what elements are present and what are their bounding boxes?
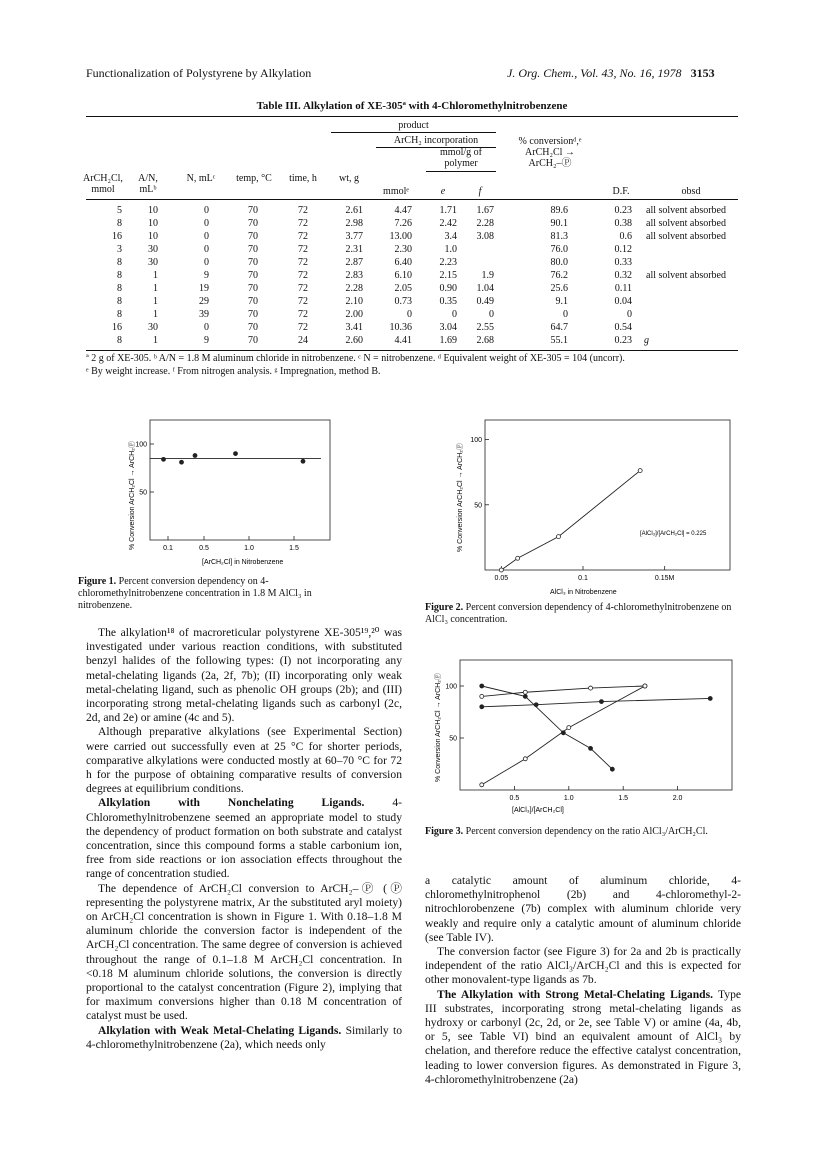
data-point [534,703,538,707]
table-cell: 4.41 [394,335,412,346]
table-row [86,270,738,283]
table-cell: 1 [153,283,158,294]
table-cell: 3.77 [345,231,363,242]
paragraph [86,1024,402,1052]
table-cell: 30 [148,257,158,268]
plot-frame [150,420,330,540]
table-cell: 0.73 [394,296,412,307]
table-cell: 0.32 [614,270,632,281]
table-cell: 0.12 [614,244,632,255]
table-cell: 0 [407,309,412,320]
table-cell: 2.98 [345,218,363,229]
table-cell: 1.71 [439,205,457,216]
group-rule [331,132,496,133]
table-cell: 2.55 [476,322,494,333]
x-tick-label: 1.0 [563,795,574,802]
table-cell: 89.6 [550,205,568,216]
table-cell: 3 [117,244,122,255]
table-cell: g [644,335,649,346]
x-tick-label: 1.0 [244,545,254,552]
table-footnote-2: ᵉ By weight increase. ᶠ From nitrogen analysis. ᵍ Impregnation, method B. [86,366,381,377]
table-cell: 10 [148,205,158,216]
table-cell: 30 [148,322,158,333]
y-tick-label: 100 [470,437,482,445]
table-cell: 39 [199,309,209,320]
table-cell: 10 [148,218,158,229]
x-tick-label: 0.1 [578,575,588,582]
table-cell: 0.90 [439,283,457,294]
col-header-n: N, mLᶜ [186,173,216,184]
fig1-ylabel: % Conversion ArCH₂Cl → ArCH₂Ⓟ [129,441,136,550]
table-cell: 70 [248,309,258,320]
y-tick-label: 50 [449,735,457,743]
data-point [234,452,238,456]
table-cell: 1 [153,335,158,346]
table-cell: 70 [248,283,258,294]
table-row [86,218,738,231]
table-cell: 70 [248,270,258,281]
page-number: 3153 [690,66,715,80]
paragraph: a catalytic amount of aluminum chloride, 4-chloromethylnitrophenol (2b) and 4-chloromethyl-2-nitrochlorobenzene (7b) complex with aluminum chloride very weakly and require only a catalytic amount of aluminum chloride (see Table IV). [425,874,741,944]
figure-2-label: Figure 2. [425,602,464,613]
fig1-xlabel: [ArCH₂Cl] in Nitrobenzene [202,559,284,566]
col-header-mmol: mmolᵉ [383,186,409,197]
fig3-ylabel: % Conversion ArCH₂Cl → ArCH₂Ⓟ [435,673,442,782]
table-row [86,205,738,218]
x-tick-label: 0.5 [509,795,520,802]
table-cell: 72 [298,218,308,229]
table-row [86,335,738,348]
data-point [499,568,503,572]
figure-3-label: Figure 3. [425,826,464,837]
table-cell: 10.36 [389,322,412,333]
left-column [86,626,402,1052]
table-cell: 8 [117,283,122,294]
figure-1-plot [80,410,340,570]
table-cell: 16 [112,322,122,333]
col-header-f: f [478,186,482,197]
table-top-rule [86,116,738,117]
table-header-rule [86,199,738,200]
x-tick-label: 0.15M [654,575,675,582]
y-tick-label: 50 [139,489,147,497]
table-cell: 72 [298,296,308,307]
figure-1-label: Figure 1. [78,576,117,587]
figure-1-caption [78,576,343,612]
table-cell: 0.35 [439,296,457,307]
table-cell: 0 [489,309,494,320]
x-tick-label: 0.1 [163,545,173,552]
table-cell: 8 [117,270,122,281]
table-cell: 0.04 [614,296,632,307]
table-bottom-rule [86,350,738,351]
x-tick-label: 0.05 [494,575,509,582]
table-cell: 30 [148,244,158,255]
data-point [480,705,484,709]
col-header-wt: wt, g [339,173,359,184]
col-header-arch2cl: ArCH₂Cl, mmol [83,173,123,195]
table-cell: all solvent absorbed [646,231,726,242]
table-cell: 2.28 [476,218,494,229]
table-cell: 0 [452,309,457,320]
data-point [589,686,593,690]
running-header-journal [507,66,715,81]
table-cell: 72 [298,322,308,333]
paragraph: The alkylation¹⁸ of macroreticular polystyrene XE-305¹⁹,²⁰ was investigated under various reaction conditions, with substituted benzyl halides of the following types: (I) not incorporating any metal-chelating ligands (2a, 2f, 7b); (II) incorporating only weak metal-chelating ligand, such as phenolic OH groups (2b); and (III) incorporating strong metal-chelating ligands such as carbonyl (2c, 2d, and 2e) or amine (4c and 5). [86,626,402,725]
paragraph: The dependence of ArCH₂Cl conversion to ArCH₂–Ⓟ (Ⓟ representing the polystyrene matrix, Ar the substituted aryl moiety) on ArCH₂Cl concentration is shown in Figure 1. With 0.18–1.8 M aluminum chloride the conversion factor is independent of the ArCH₂Cl concentration. The same degree of conversion is achieved throughout the range of 0.1–1.8 M ArCH₂Cl concentration. In <0.18 M aluminum chloride solutions, the conversion is directly proportional to the catalyst concentration (Figure 2), implying that for maximum conversions higher than 0.18 M concentration of catalyst must be used. [86,881,402,1023]
right-column [425,874,741,1087]
table-cell: 2.31 [345,244,363,255]
table-cell: 0 [627,309,632,320]
table-row [86,322,738,335]
table-cell: 1.0 [444,244,457,255]
section-heading: Alkylation with Weak Metal-Chelating Ligands. [98,1023,342,1037]
table-cell: all solvent absorbed [646,218,726,229]
table-cell: 3.08 [476,231,494,242]
table-cell: 0.23 [614,335,632,346]
table-cell: 2.23 [439,257,457,268]
table-cell: 0.23 [614,205,632,216]
table-cell: 72 [298,205,308,216]
fig2-ylabel: % Conversion ArCH₂Cl → ArCH₂Ⓟ [457,443,464,552]
data-point [708,696,712,700]
running-header-title: Functionalization of Polystyrene by Alkylation [86,66,312,80]
table-cell: 76.0 [550,244,568,255]
table-cell: 2.15 [439,270,457,281]
table-cell: 70 [248,322,258,333]
table-cell: 70 [248,335,258,346]
table-cell: 2.60 [345,335,363,346]
group-header-product: product [398,120,429,131]
table-cell: 72 [298,257,308,268]
table-cell: 2.42 [439,218,457,229]
table-cell: 13.00 [389,231,412,242]
table-cell: 70 [248,244,258,255]
table-cell: 70 [248,218,258,229]
table-cell: 2.61 [345,205,363,216]
fig2-annotation: [AlCl₃]/[ArCH₂Cl] = 0.225 [640,531,707,537]
series-line [482,686,645,696]
group-rule [426,171,496,172]
table-cell: 55.1 [550,335,568,346]
figure-1-caption-text: Percent conversion dependency on 4-chloromethylnitrobenzene concentration in 1.8 M AlCl₃ in nitrobenzene. [78,576,312,611]
col-header-df: D.F. [612,186,630,197]
data-point [523,694,527,698]
table-cell: 3.41 [345,322,363,333]
figure-3-caption-text: Percent conversion dependency on the ratio AlCl₃/ArCH₂Cl. [463,826,708,837]
series-line [482,686,613,769]
table-cell: 2.05 [394,283,412,294]
table-cell: 3.4 [444,231,457,242]
table-cell: 0.54 [614,322,632,333]
paragraph [425,988,741,1087]
table-cell: 2.83 [345,270,363,281]
table-row [86,257,738,270]
figure-2-caption [425,602,743,626]
data-point [638,469,642,473]
table-cell: 72 [298,244,308,255]
table-cell: 70 [248,205,258,216]
table-cell: 0 [204,244,209,255]
data-point [516,556,520,560]
table-cell: 4.47 [394,205,412,216]
table-cell: 1 [153,270,158,281]
table-row [86,244,738,257]
table-cell: 72 [298,309,308,320]
table-cell: 2.00 [345,309,363,320]
paragraph-text: Similarly to 4-chloromethylnitrobenzene (2a), which needs only [86,1023,403,1051]
y-tick-label: 100 [135,441,147,449]
series-line [501,471,640,570]
table-cell: 76.2 [550,270,568,281]
x-tick-label: 2.0 [672,795,683,802]
data-point [557,535,561,539]
figure-1 [80,410,340,570]
journal-citation: J. Org. Chem., Vol. 43, No. 16, 1978 [507,66,682,80]
table-cell: 2.87 [345,257,363,268]
figure-3-plot [432,652,742,817]
table-cell: 7.26 [394,218,412,229]
table-cell: 72 [298,270,308,281]
table-cell: 9.1 [555,296,568,307]
table-cell: all solvent absorbed [646,205,726,216]
col-header-temp: temp, °C [236,173,272,184]
table-cell: 2.28 [345,283,363,294]
data-point [643,684,647,688]
table-cell: 8 [117,335,122,346]
table-cell: 72 [298,283,308,294]
table-cell: 0.33 [614,257,632,268]
table-cell: 64.7 [550,322,568,333]
table-cell: 1.69 [439,335,457,346]
table-row [86,231,738,244]
figure-2-caption-text: Percent conversion dependency of 4-chloromethylnitrobenzene on AlCl₃ concentration. [425,602,732,625]
table-cell: 0.11 [614,283,632,294]
table-cell: 0 [204,322,209,333]
fig3-xlabel: [AlCl₃]/[ArCH₂Cl] [512,807,564,814]
table-cell: 6.40 [394,257,412,268]
figure-3 [432,652,742,817]
paragraph: Although preparative alkylations (see Experimental Section) were carried out successfully even at 25 °C for shorter periods, comparative alkylations were conducted mostly at 60–70 °C for 72 h for the purpose of obtaining comparative results of conversion degrees at equilibrium conditions. [86,725,402,796]
table-cell: 70 [248,257,258,268]
section-heading: Alkylation with Nonchelating Ligands. [98,796,365,810]
col-header-obsd: obsd [681,186,701,197]
table-cell: 0.6 [619,231,632,242]
table-cell: 9 [204,270,209,281]
table-cell: 25.6 [550,283,568,294]
table-body [86,205,738,350]
table-cell: 10 [148,231,158,242]
x-tick-label: 1.5 [289,545,299,552]
col-header-an: A/N, mLᵇ [138,173,158,195]
table-cell: 16 [112,231,122,242]
data-point [523,757,527,761]
table-cell: 3.04 [439,322,457,333]
table-cell: 0 [563,309,568,320]
data-point [180,460,184,464]
data-point [610,767,614,771]
data-point [301,459,305,463]
figure-3-caption [425,826,743,838]
table-cell: 70 [248,231,258,242]
table-cell: 2.10 [345,296,363,307]
table-cell: 0.38 [614,218,632,229]
table-cell: 80.0 [550,257,568,268]
paragraph [86,796,402,881]
series-line [482,698,710,706]
group-header-incorporation: ArCH₂ incorporation [393,135,479,146]
table-cell: 29 [199,296,209,307]
figure-2-plot [440,412,740,600]
table-cell: 81.3 [550,231,568,242]
table-caption: Table III. Alkylation of XE-305ª with 4-Chloromethylnitrobenzene [256,100,568,112]
plot-frame [485,420,730,570]
table-cell: 5 [117,205,122,216]
data-point [193,454,197,458]
paragraph-text: 4-Chloromethylnitrobenzene seemed an appropriate model to study the dependency of product formation on both substrate and catalyst concentration, since this compound forms a stable carbonium ion, free from side reactions or ion association effects throughout the range of concentration studied. [86,796,403,881]
table-cell: 2.68 [476,335,494,346]
table-footnote-1: ª 2 g of XE-305. ᵇ A/N = 1.8 M aluminum chloride in nitrobenzene. ᶜ N = nitrobenzene. ᵈ Equivalent weight of XE-305 = 104 (uncorr). [86,353,625,364]
data-point [567,726,571,730]
table-cell: 2.30 [394,244,412,255]
table-cell: 1.67 [476,205,494,216]
y-tick-label: 100 [445,683,457,691]
table-row [86,296,738,309]
paragraph: The conversion factor (see Figure 3) for 2a and 2b is practically independent of the ratio AlCl₃/ArCH₂Cl and this is expected for other monovalent-type ligands as 7b. [425,945,741,987]
group-header-mmolg: mmol/g of polymer [440,147,482,169]
col-header-time: time, h [289,173,317,184]
data-point [480,684,484,688]
data-point [523,690,527,694]
table-cell: 0 [204,205,209,216]
table-cell: 72 [298,231,308,242]
plot-frame [460,660,732,790]
table-cell: 8 [117,257,122,268]
col-header-conversion: % conversionᵈ,ᵉ ArCH₂Cl → ArCH₂–Ⓟ [518,136,582,169]
data-point [480,783,484,787]
table-cell: 0.49 [476,296,494,307]
table-cell: 24 [298,335,308,346]
table-cell: 8 [117,218,122,229]
table-cell: 8 [117,309,122,320]
table-cell: 0 [204,231,209,242]
figure-2 [440,412,740,600]
section-heading: The Alkylation with Strong Metal-Chelating Ligands. [437,987,714,1001]
paragraph-text: Type III substrates, incorporating strong metal-chelating ligands as hydroxy or carbonyl (2c, 2d, or 2e, see Table V) or amine (4a, 4b, or 5, see Table VI) bind an equivalent amount of AlCl₃ by chelation, and therefore reduce the effective catalyst concentration, leading to lower conversion figures. As demonstrated in Figure 3, 4-chloromethylnitrobenzene (2a) [425,987,742,1086]
table-cell: 0 [204,257,209,268]
table-cell: 1 [153,296,158,307]
y-tick-label: 50 [474,502,482,510]
table-row [86,283,738,296]
fig2-xlabel: AlCl₃ in Nitrobenzene [550,589,617,596]
table-cell: 70 [248,296,258,307]
table-row [86,309,738,322]
table-cell: 8 [117,296,122,307]
data-point [480,694,484,698]
col-header-e: e [440,186,446,197]
table-cell: 9 [204,335,209,346]
data-point [599,700,603,704]
table-cell: 90.1 [550,218,568,229]
table-cell: 19 [199,283,209,294]
data-point [589,746,593,750]
table-cell: 1.04 [476,283,494,294]
x-tick-label: 0.5 [199,545,209,552]
table-cell: 6.10 [394,270,412,281]
table-cell: 1.9 [481,270,494,281]
table-cell: 1 [153,309,158,320]
x-tick-label: 1.5 [618,795,629,802]
table-cell: 0 [204,218,209,229]
table-cell: all solvent absorbed [646,270,726,281]
